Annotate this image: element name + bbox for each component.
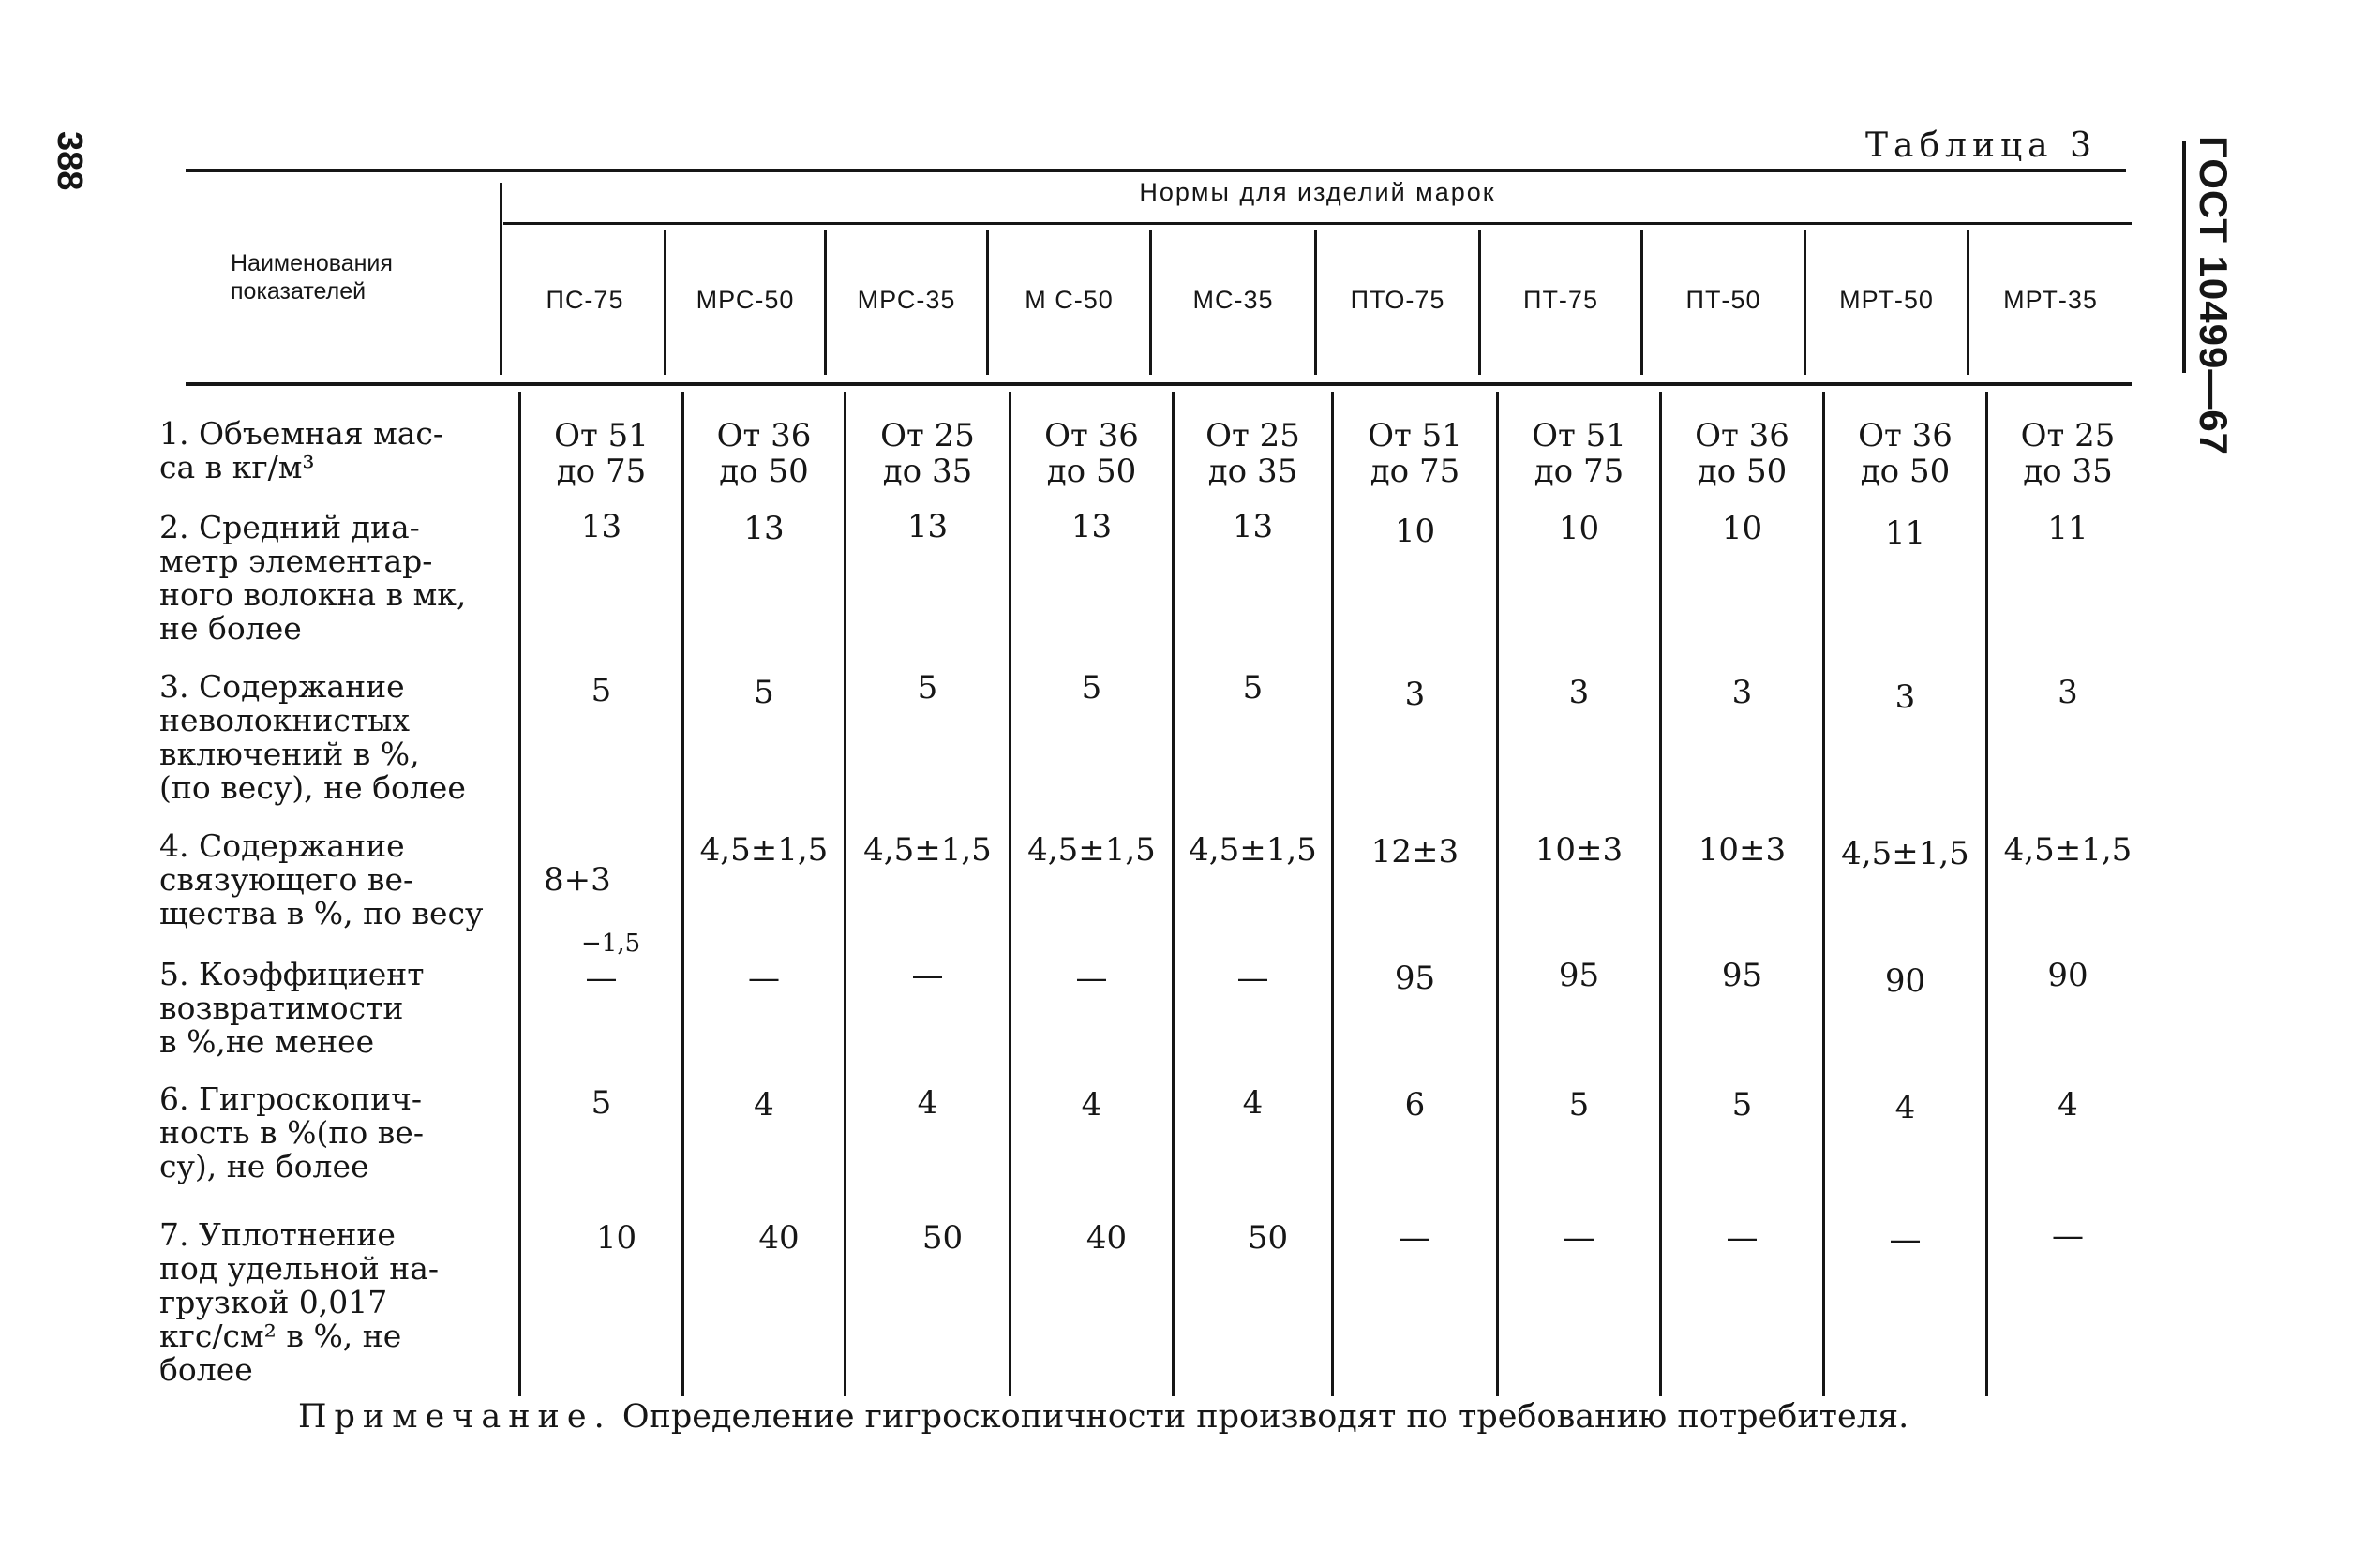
- table-cell: 4,5±1,5: [1841, 835, 1969, 872]
- table-cell: 4: [1081, 1086, 1102, 1124]
- table-note: [298, 1398, 1908, 1436]
- row-label-binder-content: 4. Содержание связующего ве- щества в %, по весу: [159, 827, 484, 931]
- column-header-mrs-50: МРС-50: [696, 286, 795, 314]
- table-cell: —: [1399, 1219, 1431, 1257]
- row-label-non-fibrous-inclusions: 3. Содержание неволокнистых включений в %, (по весу), не более: [159, 668, 466, 806]
- table-cell: 4: [1242, 1084, 1264, 1122]
- table-cell: От 25 до 35: [1205, 417, 1300, 490]
- table-cell: 10: [1721, 510, 1763, 547]
- table-cell: 13: [743, 510, 785, 547]
- table-cell: 4,5±1,5: [1027, 831, 1156, 869]
- table-cell: 5: [591, 1084, 612, 1122]
- table-cell: 4,5±1,5: [863, 831, 992, 869]
- table-cell: 4: [754, 1086, 774, 1124]
- column-header-pt-50: ПТ-50: [1685, 286, 1761, 314]
- table-cell: —: [2052, 1217, 2084, 1255]
- table-cell: 13: [1070, 508, 1113, 545]
- column-header-pto-75: ПТО-75: [1350, 286, 1445, 314]
- column-header-mrt-50: МРТ-50: [1839, 286, 1934, 314]
- page-number: 388: [50, 131, 89, 191]
- row-label-recovery-coefficient: 5. Коэффициент возвратимости в %,не менее: [159, 956, 425, 1060]
- norms-group-header: Нормы для изделий марок: [1139, 178, 1496, 206]
- table-cell: От 51 до 75: [1532, 417, 1626, 490]
- indicator-column-header: Наименования показателей: [231, 250, 393, 305]
- column-header-ms-35: МС-35: [1192, 286, 1274, 314]
- table-cell: 3: [1894, 678, 1916, 716]
- table-top-rule: [186, 169, 2126, 172]
- table-cell: 95: [1394, 960, 1436, 997]
- table-cell: 3: [1568, 674, 1590, 711]
- table-cell: 50: [1247, 1219, 1289, 1257]
- header-bottom-rule: [186, 382, 2132, 386]
- table-cell: От 51 до 75: [1368, 417, 1462, 490]
- table-cell: 10±3: [1698, 831, 1787, 869]
- table-cell: 4,5±1,5: [1189, 831, 1317, 869]
- tolerance-lower: −1,5: [581, 930, 641, 958]
- note-text: Определение гигроскопичности производят по требованию потребителя.: [611, 1398, 1909, 1436]
- table-cell: 4: [917, 1084, 938, 1122]
- row-label-compaction: 7. Уплотнение под удельной на- грузкой 0,017 кгс/см² в %, не более: [159, 1216, 440, 1388]
- table-cell: —: [748, 960, 780, 997]
- norms-divider-rule: [503, 222, 2132, 225]
- table-cell: От 36 до 50: [1858, 417, 1953, 490]
- tolerance-main: 8+3: [544, 861, 611, 899]
- table-cell: 10±3: [1534, 831, 1624, 869]
- table-cell: 11: [1884, 514, 1926, 552]
- table-cell: 10: [595, 1219, 637, 1257]
- row-label-hygroscopicity: 6. Гигроскопич- ность в %(по ве- су), не более: [159, 1080, 424, 1184]
- table-cell: —: [585, 960, 618, 997]
- table-cell: 3: [2058, 674, 2078, 711]
- table-cell: От 36 до 50: [1044, 417, 1139, 490]
- table-cell: 5: [754, 674, 774, 711]
- table-cell: 4: [2058, 1086, 2078, 1124]
- column-header-ps-75: ПС-75: [546, 286, 624, 314]
- standard-code-rule: [2182, 141, 2186, 373]
- table-cell: 3: [1731, 674, 1753, 711]
- table-cell: 40: [1085, 1219, 1128, 1257]
- row-label-bulk-density: 1. Объемная мас- са в кг/м³: [159, 415, 444, 485]
- table-cell: 13: [906, 508, 949, 545]
- row-label-fiber-diameter: 2. Средний диа- метр элементар- ного волокна в мк, не более: [159, 509, 467, 647]
- table-cell: 95: [1558, 957, 1600, 994]
- table-cell: 12±3: [1370, 833, 1459, 871]
- table-cell: 4: [1894, 1089, 1916, 1126]
- table-cell: От 36 до 50: [716, 417, 812, 490]
- table-cell: 5: [591, 672, 612, 709]
- table-cell: 5: [917, 669, 938, 707]
- table-cell: От 25 до 35: [2020, 417, 2116, 490]
- column-header-ms-50-spaced: М С-50: [1025, 286, 1114, 314]
- table-cell: —: [1563, 1219, 1595, 1257]
- table-cell: От 25 до 35: [880, 417, 975, 490]
- table-cell: —: [1236, 960, 1269, 997]
- table-cell: 13: [580, 508, 622, 545]
- table-cell: 90: [2047, 957, 2088, 994]
- header-vertical-rule: [500, 183, 502, 375]
- table-cell: 95: [1721, 957, 1763, 994]
- table-cell: 5: [1081, 669, 1102, 707]
- table-cell: От 51 до 75: [554, 417, 649, 490]
- table-cell: 5: [1731, 1086, 1753, 1124]
- table-cell: От 36 до 50: [1695, 417, 1789, 490]
- table-cell: 10: [1558, 510, 1600, 547]
- column-header-mrt-35: МРТ-35: [2003, 286, 2098, 314]
- table-cell: 10: [1394, 513, 1436, 550]
- table-cell: 50: [921, 1219, 964, 1257]
- table-cell: 90: [1884, 962, 1926, 1000]
- table-cell: 5: [1568, 1086, 1590, 1124]
- note-prefix: Примечание.: [298, 1398, 612, 1436]
- table-cell: 6: [1404, 1086, 1426, 1124]
- table-title: Таблица 3: [1865, 127, 2097, 165]
- column-header-mrs-35: МРС-35: [857, 286, 956, 314]
- table-cell: —: [911, 957, 944, 994]
- table-cell: 40: [758, 1219, 800, 1257]
- table-cell: 5: [1242, 669, 1264, 707]
- standard-code: ГОСТ 10499—67: [2192, 136, 2236, 456]
- table-cell: 4,5±1,5: [699, 831, 829, 869]
- table-cell: —: [1726, 1219, 1759, 1257]
- table-cell: —: [1889, 1221, 1922, 1259]
- column-header-pt-75: ПТ-75: [1523, 286, 1598, 314]
- table-cell: 4,5±1,5: [2003, 831, 2133, 869]
- table-cell: 3: [1404, 676, 1426, 713]
- table-cell: —: [1075, 960, 1108, 997]
- table-cell: 13: [1232, 508, 1274, 545]
- table-cell: 11: [2047, 510, 2088, 547]
